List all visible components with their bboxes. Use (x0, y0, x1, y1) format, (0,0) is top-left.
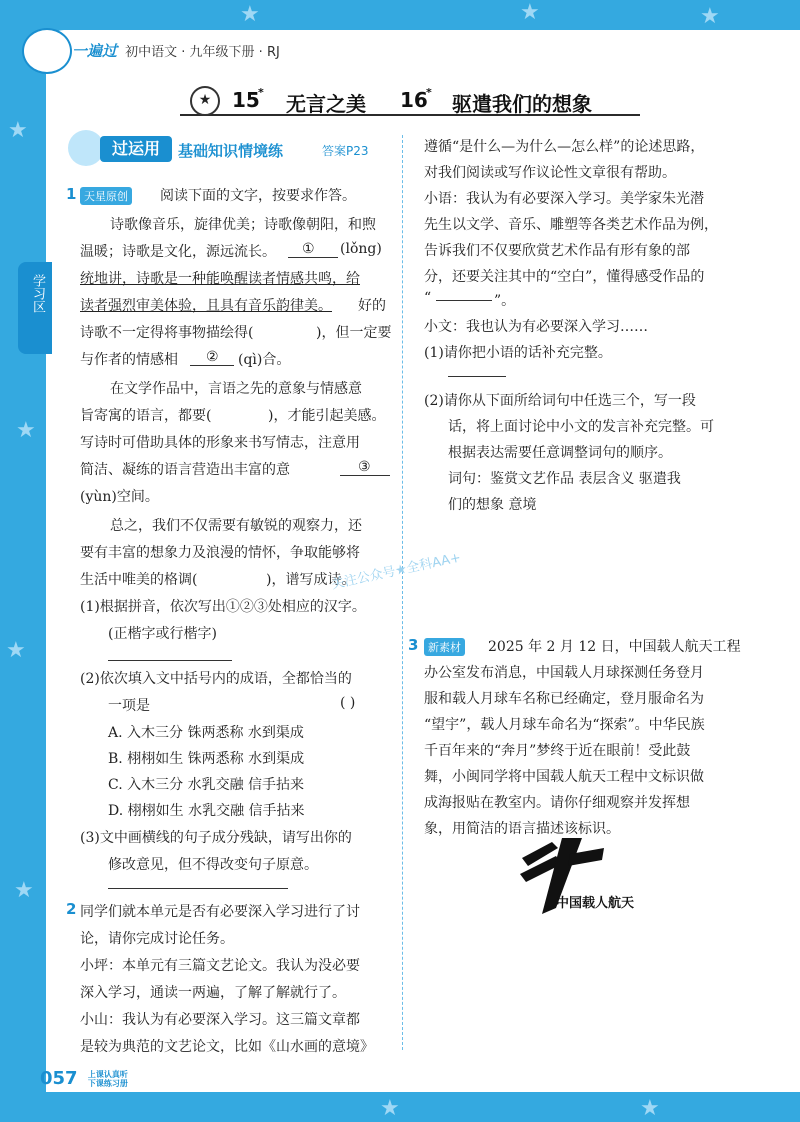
q1-blank-3[interactable] (340, 475, 390, 476)
q2-quote-end: ”。 (494, 293, 516, 309)
question-number-2: 2 (66, 900, 77, 918)
q1-line: 诗歌像音乐，旋律优美；诗歌像朝阳，和煦 (110, 217, 376, 233)
q2-right-line: 词句：鉴赏文艺作品 表层含义 驱遣我 (448, 471, 681, 487)
q2-right-line: (1)请你把小语的话补充完整。 (424, 345, 612, 361)
mascot-icon (22, 28, 72, 74)
decor-star-icon: ★ (240, 2, 260, 27)
q1-blank-1-label: ① (302, 241, 315, 257)
q2-right-line: (2)请你从下面所给词句中任选三个，写一段 (424, 393, 696, 409)
footer-motto-2: 下课练习册 (87, 1079, 128, 1088)
decor-star-icon: ★ (16, 418, 36, 443)
subject-label: 初中语文 · 九年级下册 · RJ (125, 45, 280, 60)
q1-line: (yùn)空间。 (80, 489, 159, 505)
q3-line: 服和载人月球车名称已经确定，登月服命名为 (424, 691, 704, 707)
q2-right-line: 小文：我也认为有必要深入学习…… (424, 319, 648, 335)
q1-option[interactable]: B. 栩栩如生 铢两悉称 水到渠成 (108, 751, 305, 767)
q2-line: 深入学习，通读一两遍，了解了解就行了。 (80, 985, 346, 1001)
q3-line: 2025 年 2 月 12 日，中国载人航天工程 (488, 639, 741, 655)
q1-line: 生活中唯美的格调( (80, 572, 198, 588)
q1-line: 在文学作品中，言语之先的意象与情感意 (110, 381, 362, 397)
lesson-star-2: * (426, 86, 432, 99)
lesson-title-2: 驱遣我们的想象 (452, 92, 592, 116)
q1-blank-1-pinyin: (lǒng) (340, 241, 382, 257)
q1-sub-2-answer[interactable]: ( ) (340, 695, 356, 711)
q1-line: 统地讲，诗歌是一种能唤醒读者情感共鸣，给 (80, 271, 360, 287)
q1-sub-1: (1)根据拼音，依次写出①②③处相应的汉字。 (80, 599, 366, 615)
lesson-number-1: 15 (232, 88, 260, 112)
q1-blank-2-label: ② (206, 349, 219, 365)
q2-right-line: “ (424, 290, 432, 306)
question-1-prompt: 阅读下面的文字，按要求作答。 (160, 188, 356, 204)
question-tag-3: 新素材 (424, 638, 465, 656)
logo-caption: 中国载人航天 (556, 896, 635, 911)
q3-line: 千百年来的“奔月”梦终于近在眼前！受此鼓 (424, 743, 691, 759)
q1-sub-3: (3)文中画横线的句子成分残缺，请写出你的 (80, 830, 352, 846)
q1-blank-3-label: ③ (358, 459, 371, 475)
lesson-title (180, 84, 640, 116)
decor-star-icon: ★ (520, 0, 540, 25)
question-number-1: 1 (66, 185, 77, 203)
lesson-title-1: 无言之美 (286, 92, 366, 116)
watermark: 关注公众号★全科AA+ (330, 550, 463, 593)
q1-line: 写诗时可借助具体的形象来书写情志，注意用 (80, 435, 360, 451)
q2-line: 小山：我认为有必要深入学习。这三篇文章都 (80, 1012, 360, 1028)
q1-line-tail: )，才能引起美感。 (268, 408, 386, 424)
q2-line: 论，请你完成讨论任务。 (80, 931, 234, 947)
q2-right-line: 先生以文学、音乐、雕塑等各类艺术作品为例， (424, 217, 718, 233)
q1-option[interactable]: C. 入木三分 水乳交融 信手拈来 (108, 777, 305, 793)
q1-sub-2: (2)依次填入文中括号内的成语，全都恰当的 (80, 671, 352, 687)
page-number: 057 (40, 1068, 78, 1089)
page-footer (40, 1068, 128, 1089)
q2-line: 是较为典范的文艺论文，比如《山水画的意境》 (80, 1039, 374, 1055)
q1-blank-1[interactable] (288, 257, 338, 258)
q1-sub-1b: (正楷字或行楷字) (108, 626, 217, 642)
q2-right-line: 告诉我们不仅要欣赏艺术作品有形有象的部 (424, 243, 690, 259)
q1-good: 好的 (358, 298, 386, 314)
side-tab-label: 学习区 (30, 274, 45, 313)
page-header (72, 40, 280, 61)
q2-line: 小坪：本单元有三篇文艺论文。我认为没必要 (80, 958, 360, 974)
q1-line: 与作者的情感相 (80, 352, 178, 368)
q3-line: 办公室发布消息，中国载人月球探测任务登月 (424, 665, 704, 681)
medal-icon: ★ (190, 86, 220, 116)
decor-star-icon: ★ (700, 4, 720, 29)
q2-right-line: 小语：我认为有必要深入学习。美学家朱光潜 (424, 191, 704, 207)
q1-line: 诗歌不一定得将事物描绘得( (80, 325, 254, 341)
q1-line: )，谱写成诗。 (266, 572, 356, 588)
lesson-number-2: 16 (400, 88, 428, 112)
q1-sub-1-answer[interactable] (108, 660, 232, 661)
q2-right-line: 遵循“是什么—为什么—怎么样”的论述思路， (424, 139, 705, 155)
q2-line: 同学们就本单元是否有必要深入学习进行了讨 (80, 904, 360, 920)
q1-line: 旨寄寓的语言，都要( (80, 408, 212, 424)
decor-star-icon: ★ (6, 638, 26, 663)
q2-right-line: 话，将上面讨论中小文的发言补充完整。可 (448, 419, 714, 435)
q1-blank-2-pinyin: (qì)合。 (238, 352, 291, 368)
column-divider (402, 135, 403, 1050)
lesson-star-1: * (258, 86, 264, 99)
question-tag-1: 天星原创 (80, 187, 132, 205)
q2-right-line: 分，还要关注其中的“空白”，懂得感受作品的 (424, 269, 705, 285)
q1-line: 总之，我们不仅需要有敏锐的观察力，还 (110, 518, 362, 534)
q1-sub-3b: 修改意见，但不得改变句子原意。 (108, 857, 318, 873)
brand-label: 一遍过 (72, 42, 118, 60)
q2-quote-blank[interactable] (436, 300, 492, 301)
decor-star-icon: ★ (640, 1096, 660, 1121)
section-title: 过运用 (100, 136, 172, 162)
q1-line: 读者强烈审美体验，且具有音乐韵律美。 (80, 298, 332, 314)
section-mascot-icon (68, 130, 104, 166)
q2-sub-1-answer[interactable] (448, 376, 506, 377)
q1-line: 要有丰富的想象力及浪漫的情怀，争取能够将 (80, 545, 360, 561)
q1-sub-2b: 一项是 (108, 698, 150, 714)
decor-star-icon: ★ (8, 118, 28, 143)
q1-line-tail: )，但一定要 (316, 325, 392, 341)
q1-sub-3-answer[interactable] (108, 888, 288, 889)
footer-motto-1: 上课认真听 (87, 1070, 128, 1079)
side-tab (18, 262, 52, 354)
q2-right-line: 根据表达需要任意调整词句的顺序。 (448, 445, 672, 461)
q3-line: 象，用简洁的语言描述该标识。 (424, 821, 620, 837)
q3-line: “望宇”，载人月球车命名为“探索”。中华民族 (424, 717, 705, 733)
q1-option[interactable]: A. 入木三分 铢两悉称 水到渠成 (108, 725, 304, 741)
q1-blank-2[interactable] (190, 365, 234, 366)
decor-star-icon: ★ (14, 878, 34, 903)
q2-right-line: 对我们阅读或写作议论性文章很有帮助。 (424, 165, 676, 181)
q2-right-line: 们的想象 意境 (448, 497, 537, 513)
section-subtitle: 基础知识情境练 (178, 142, 284, 160)
answer-ref: 答案P23 (322, 144, 369, 158)
question-number-3: 3 (408, 636, 419, 654)
q1-option[interactable]: D. 栩栩如生 水乳交融 信手拈来 (108, 803, 305, 819)
q3-line: 成海报贴在教室内。请你仔细观察并发挥想 (424, 795, 690, 811)
decor-star-icon: ★ (380, 1096, 400, 1121)
q3-line: 舞，小闽同学将中国载人航天工程中文标识做 (424, 769, 704, 785)
q1-line: 温暖；诗歌是文化，源远流长。 (80, 244, 276, 260)
q1-line: 简洁、凝练的语言营造出丰富的意 (80, 462, 290, 478)
